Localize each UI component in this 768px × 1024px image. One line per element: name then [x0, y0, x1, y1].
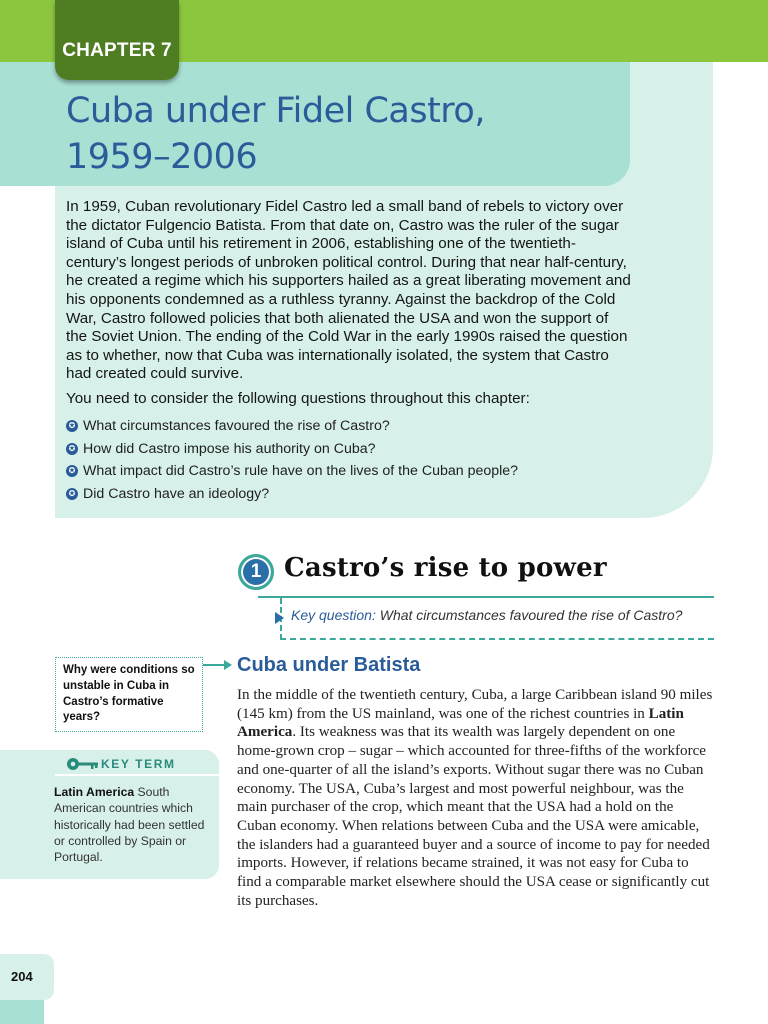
body-paragraph: In the middle of the twentieth century, Cuba, a large Caribbean island 90 miles (145 km) from the US mainland, was one of the richest countries in Latin America. Its weakness was that its wealth was largely dependent on one home-grown crop – sugar – which accounted for three-fifths of the workforce and one-quarter of all the island’s exports. Without sugar there was no Cuban economy. The USA, Cuba’s largest and most powerful neighbour, was the main purchaser of the crop, which meant that the USA had a hold on the Cuban economy. When relations between Cuba and the USA were amicable, the islanders had a guaranteed buyer and a source of income to pay for needed imports. However, if relations became strained, it was not easy for Cuba to find a comparable market elsewhere should the USA cease or significantly cut its purchases.	[237, 687, 713, 909]
key-term-text: South American countries which historically had been settled or controlled by Spain or Portugal.	[54, 785, 205, 865]
chapter-tab: CHAPTER 7	[55, 0, 179, 80]
star-bullet-icon: ✪	[66, 443, 78, 455]
chapter-questions-list	[66, 415, 518, 505]
chapter-title	[66, 88, 606, 180]
key-question-text: What circumstances favoured the rise of Castro?	[379, 607, 683, 623]
key-icon	[66, 757, 100, 771]
section-number-badge: 1	[238, 554, 274, 590]
question-item: ✪ How did Castro impose his authority on Cuba?	[66, 438, 518, 461]
page-number: 204	[11, 969, 33, 984]
question-item: ✪ What impact did Castro’s rule have on the lives of the Cuban people?	[66, 460, 518, 483]
intro-paragraph: In 1959, Cuban revolutionary Fidel Castro led a small band of rebels to victory over the dictator Fulgencio Batista. From that date on, Castro was the ruler of the sugar island of Cuba until his retirement in 2006, establishing one of the twentieth-century’s longest periods of unbroken political control. During that near half-century, he created a regime which his supporters hailed as a great liberating movement and his opponents condemned as a ruthless tyranny. Against the backdrop of the Cold War, Castro followed policies that both alienated the USA and won the support of the Soviet Union. The ending of the Cold War in the early 1990s raised the question as to whether, now that Cuba was internationally isolated, the system that Castro had created could survive.	[66, 198, 631, 383]
key-question-label: Key question:	[291, 607, 376, 623]
section-title: Castro’s rise to power	[284, 553, 607, 583]
sidebar-arrow-line	[203, 664, 225, 666]
arrow-right-icon	[224, 660, 232, 670]
key-question	[291, 607, 682, 623]
chapter-title-line-2: 1959–2006	[66, 137, 258, 177]
star-bullet-icon: ✪	[66, 488, 78, 500]
question-item: ✪ Did Castro have an ideology?	[66, 483, 518, 506]
key-question-arrow-icon	[275, 612, 284, 624]
sidebar-question: Why were conditions so unstable in Cuba in Castro’s formative years?	[55, 657, 203, 732]
question-item: ✪ What circumstances favoured the rise of Castro?	[66, 415, 518, 438]
key-term-definition	[54, 784, 214, 865]
subsection-heading: Cuba under Batista	[237, 654, 421, 676]
chapter-title-line-1: Cuba under Fidel Castro,	[66, 91, 485, 131]
title-panel-edge	[0, 62, 55, 186]
key-term-title: KEY TERM	[101, 757, 176, 771]
key-term-word: Latin America	[54, 785, 135, 799]
star-bullet-icon: ✪	[66, 465, 78, 477]
inline-key-term: Latin America	[237, 705, 684, 741]
star-bullet-icon: ✪	[66, 420, 78, 432]
intro-prompt: You need to consider the following questions throughout this chapter:	[66, 390, 530, 407]
